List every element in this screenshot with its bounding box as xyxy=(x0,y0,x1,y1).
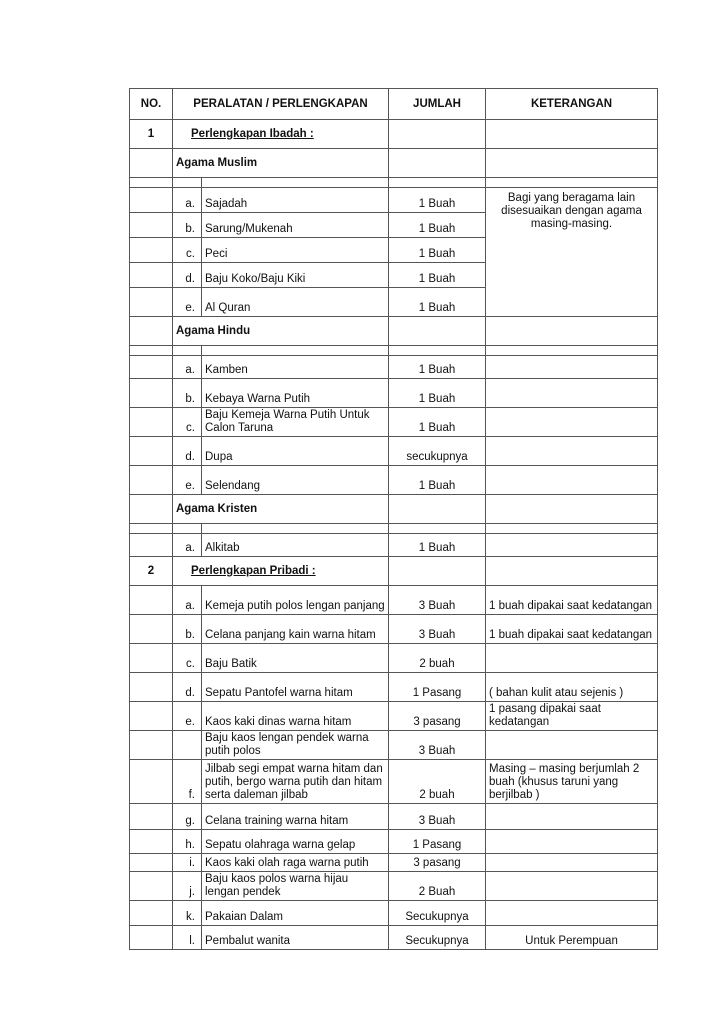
item-quantity: 3 Buah xyxy=(389,615,486,644)
empty-cell xyxy=(486,408,658,437)
item-row xyxy=(130,872,658,901)
item-quantity: 3 pasang xyxy=(389,854,486,872)
item-quantity: 3 pasang xyxy=(389,702,486,731)
empty-cell xyxy=(130,317,173,346)
item-letter xyxy=(173,731,202,760)
item-name: Celana panjang kain warna hitam xyxy=(202,615,389,644)
group-row xyxy=(130,495,658,524)
empty-cell xyxy=(173,524,202,534)
empty-cell xyxy=(130,408,173,437)
section-number: 2 xyxy=(130,557,173,586)
empty-cell xyxy=(130,213,173,238)
spacer-row xyxy=(130,178,658,188)
empty-cell xyxy=(486,437,658,466)
item-letter: i. xyxy=(173,854,202,872)
item-note: 1 pasang dipakai saat kedatangan xyxy=(486,702,658,731)
item-quantity: 3 Buah xyxy=(389,731,486,760)
item-row xyxy=(130,466,658,495)
empty-cell xyxy=(486,346,658,356)
empty-cell xyxy=(486,379,658,408)
item-letter: a. xyxy=(173,356,202,379)
item-note: ( bahan kulit atau sejenis ) xyxy=(486,673,658,702)
item-quantity: 1 Pasang xyxy=(389,830,486,854)
empty-cell xyxy=(130,644,173,673)
item-quantity: 1 Buah xyxy=(389,534,486,557)
item-letter: k. xyxy=(173,901,202,926)
item-note: 1 buah dipakai saat kedatangan xyxy=(486,586,658,615)
item-name: Sarung/Mukenah xyxy=(202,213,389,238)
item-row xyxy=(130,615,658,644)
empty-cell xyxy=(486,149,658,178)
group-row xyxy=(130,149,658,178)
item-letter: b. xyxy=(173,213,202,238)
group-title: Agama Muslim xyxy=(173,149,389,178)
section-title: Perlengkapan Pribadi : xyxy=(173,557,389,586)
item-row xyxy=(130,901,658,926)
item-note xyxy=(486,731,658,760)
empty-cell xyxy=(486,495,658,524)
item-quantity: secukupnya xyxy=(389,437,486,466)
empty-cell xyxy=(130,437,173,466)
empty-cell xyxy=(130,495,173,524)
item-letter: a. xyxy=(173,534,202,557)
item-name: Baju kaos polos warna hijau lengan pendek xyxy=(202,872,389,901)
item-name: Sepatu olahraga warna gelap xyxy=(202,830,389,854)
section-row xyxy=(130,120,658,149)
item-name: Kaos kaki olah raga warna putih xyxy=(202,854,389,872)
item-note xyxy=(486,901,658,926)
empty-cell xyxy=(130,804,173,830)
header-note: KETERANGAN xyxy=(486,89,658,120)
item-letter: d. xyxy=(173,437,202,466)
item-row xyxy=(130,188,658,213)
item-name: Kemeja putih polos lengan panjang xyxy=(202,586,389,615)
empty-cell xyxy=(130,288,173,317)
item-name: Pakaian Dalam xyxy=(202,901,389,926)
empty-cell xyxy=(130,731,173,760)
item-note xyxy=(486,872,658,901)
empty-cell xyxy=(130,149,173,178)
item-quantity: 1 Buah xyxy=(389,356,486,379)
item-quantity: 1 Buah xyxy=(389,238,486,263)
empty-cell xyxy=(486,466,658,495)
empty-cell xyxy=(130,263,173,288)
equipment-table xyxy=(129,88,658,950)
empty-cell xyxy=(130,586,173,615)
item-letter: a. xyxy=(173,188,202,213)
item-quantity: 3 Buah xyxy=(389,804,486,830)
item-row xyxy=(130,437,658,466)
item-letter: b. xyxy=(173,379,202,408)
group-title: Agama Hindu xyxy=(173,317,389,346)
item-quantity: Secukupnya xyxy=(389,926,486,950)
item-letter: d. xyxy=(173,263,202,288)
empty-cell xyxy=(389,557,486,586)
empty-cell xyxy=(389,346,486,356)
empty-cell xyxy=(486,557,658,586)
empty-cell xyxy=(130,524,173,534)
empty-cell xyxy=(130,673,173,702)
item-quantity: 1 Buah xyxy=(389,263,486,288)
item-letter: b. xyxy=(173,615,202,644)
item-quantity: 2 buah xyxy=(389,760,486,804)
item-name: Sepatu Pantofel warna hitam xyxy=(202,673,389,702)
empty-cell xyxy=(130,760,173,804)
group-row xyxy=(130,317,658,346)
item-letter: f. xyxy=(173,760,202,804)
empty-cell xyxy=(202,346,389,356)
item-note xyxy=(486,644,658,673)
empty-cell xyxy=(389,178,486,188)
item-quantity: 1 Buah xyxy=(389,288,486,317)
empty-cell xyxy=(389,495,486,524)
item-quantity: 1 Buah xyxy=(389,379,486,408)
empty-cell xyxy=(486,120,658,149)
item-note xyxy=(486,854,658,872)
item-note: Untuk Perempuan xyxy=(486,926,658,950)
header-qty: JUMLAH xyxy=(389,89,486,120)
item-quantity: 1 Pasang xyxy=(389,673,486,702)
item-name: Peci xyxy=(202,238,389,263)
empty-cell xyxy=(130,466,173,495)
empty-cell xyxy=(389,524,486,534)
empty-cell xyxy=(130,615,173,644)
empty-cell xyxy=(130,534,173,557)
group-title: Agama Kristen xyxy=(173,495,389,524)
item-quantity: 1 Buah xyxy=(389,466,486,495)
item-row xyxy=(130,644,658,673)
item-name: Kaos kaki dinas warna hitam xyxy=(202,702,389,731)
spacer-row xyxy=(130,524,658,534)
empty-cell xyxy=(486,178,658,188)
item-quantity: 2 Buah xyxy=(389,872,486,901)
header-item: PERALATAN / PERLENGKAPAN xyxy=(173,89,389,120)
item-row xyxy=(130,673,658,702)
empty-cell xyxy=(486,534,658,557)
section-row xyxy=(130,557,658,586)
item-name: Kebaya Warna Putih xyxy=(202,379,389,408)
empty-cell xyxy=(389,120,486,149)
item-name: Jilbab segi empat warna hitam dan putih, bergo warna putih dan hitam serta daleman jilbab xyxy=(202,760,389,804)
item-quantity: Secukupnya xyxy=(389,901,486,926)
item-letter: e. xyxy=(173,288,202,317)
item-name: Baju Kemeja Warna Putih Untuk Calon Taruna xyxy=(202,408,389,437)
item-note: Masing – masing berjumlah 2 buah (khusus taruni yang berjilbab ) xyxy=(486,760,658,804)
item-quantity: 2 buah xyxy=(389,644,486,673)
item-row xyxy=(130,804,658,830)
item-letter: e. xyxy=(173,466,202,495)
item-row xyxy=(130,534,658,557)
item-row xyxy=(130,379,658,408)
item-name: Baju Batik xyxy=(202,644,389,673)
item-letter: c. xyxy=(173,644,202,673)
item-row xyxy=(130,760,658,804)
empty-cell xyxy=(130,178,173,188)
empty-cell xyxy=(486,317,658,346)
item-quantity: 1 Buah xyxy=(389,408,486,437)
item-letter: j. xyxy=(173,872,202,901)
item-row xyxy=(130,408,658,437)
item-name: Kamben xyxy=(202,356,389,379)
item-name: Al Quran xyxy=(202,288,389,317)
item-row xyxy=(130,702,658,731)
muslim-note: Bagi yang beragama lain disesuaikan dengan agama masing-masing. xyxy=(486,188,658,317)
spacer-row xyxy=(130,346,658,356)
item-letter: c. xyxy=(173,238,202,263)
empty-cell xyxy=(130,830,173,854)
header-no: NO. xyxy=(130,89,173,120)
empty-cell xyxy=(173,178,202,188)
empty-cell xyxy=(486,356,658,379)
item-name: Selendang xyxy=(202,466,389,495)
item-note: 1 buah dipakai saat kedatangan xyxy=(486,615,658,644)
empty-cell xyxy=(130,346,173,356)
empty-cell xyxy=(130,926,173,950)
section-number: 1 xyxy=(130,120,173,149)
header-row xyxy=(130,89,658,120)
item-row xyxy=(130,854,658,872)
item-name: Sajadah xyxy=(202,188,389,213)
empty-cell xyxy=(130,238,173,263)
item-row xyxy=(130,586,658,615)
item-letter: a. xyxy=(173,586,202,615)
empty-cell xyxy=(130,356,173,379)
empty-cell xyxy=(130,872,173,901)
empty-cell xyxy=(389,149,486,178)
empty-cell xyxy=(389,317,486,346)
item-quantity: 3 Buah xyxy=(389,586,486,615)
item-row xyxy=(130,356,658,379)
item-quantity: 1 Buah xyxy=(389,213,486,238)
item-letter: c. xyxy=(173,408,202,437)
empty-cell xyxy=(130,702,173,731)
item-name: Pembalut wanita xyxy=(202,926,389,950)
item-name: Baju kaos lengan pendek warna putih polos xyxy=(202,731,389,760)
item-quantity: 1 Buah xyxy=(389,188,486,213)
empty-cell xyxy=(130,188,173,213)
item-row xyxy=(130,926,658,950)
empty-cell xyxy=(202,524,389,534)
item-name: Baju Koko/Baju Kiki xyxy=(202,263,389,288)
empty-cell xyxy=(130,854,173,872)
item-letter: g. xyxy=(173,804,202,830)
item-letter: l. xyxy=(173,926,202,950)
item-name: Dupa xyxy=(202,437,389,466)
item-note xyxy=(486,804,658,830)
item-letter: d. xyxy=(173,673,202,702)
item-letter: h. xyxy=(173,830,202,854)
empty-cell xyxy=(130,379,173,408)
item-row xyxy=(130,830,658,854)
empty-cell xyxy=(486,524,658,534)
section-title: Perlengkapan Ibadah : xyxy=(173,120,389,149)
item-name: Alkitab xyxy=(202,534,389,557)
item-name: Celana training warna hitam xyxy=(202,804,389,830)
empty-cell xyxy=(202,178,389,188)
empty-cell xyxy=(130,901,173,926)
item-letter: e. xyxy=(173,702,202,731)
item-note xyxy=(486,830,658,854)
item-row xyxy=(130,731,658,760)
empty-cell xyxy=(173,346,202,356)
